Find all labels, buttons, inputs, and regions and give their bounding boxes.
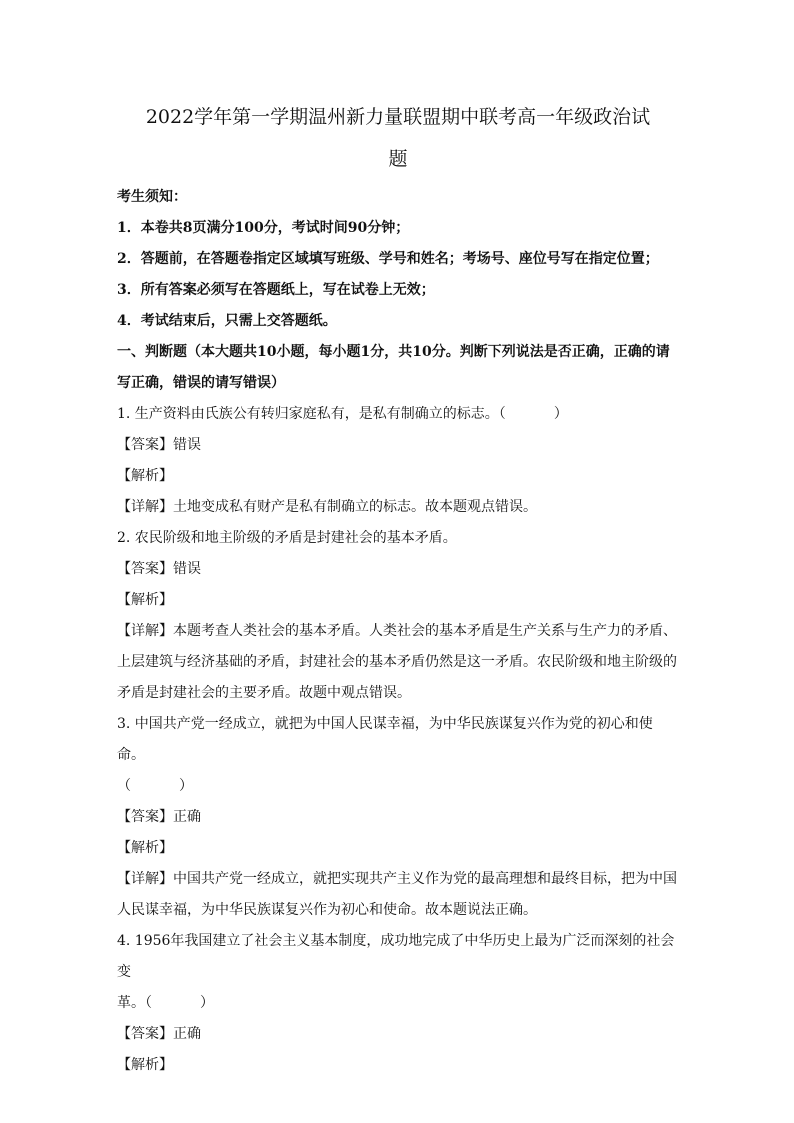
analysis-label: 【解析】 (117, 592, 173, 608)
question-blank-row (117, 771, 679, 802)
answer-value: 错误 (173, 437, 201, 453)
question-4 (117, 926, 679, 1081)
question-3 (117, 709, 679, 926)
detail-row (117, 492, 679, 523)
title-line-2: 题 (388, 148, 408, 170)
detail-label: 【详解】 (117, 499, 173, 515)
section-heading-line-1: 一、判断题（本大题共10小题，每小题1分，共10分。判断下列说法是否正确，正确的请 (117, 344, 670, 360)
detail-text: 上层建筑与经济基础的矛盾，封建社会的基本矛盾仍然是这一矛盾。农民阶级和地主阶级的 (117, 654, 677, 670)
detail-label: 【详解】 (117, 623, 173, 639)
answer-label: 【答案】 (117, 437, 173, 453)
answer-row (117, 554, 679, 585)
title-line-1: 2022学年第一学期温州新力量联盟期中联考高一年级政治试 (145, 106, 651, 128)
document-title (117, 96, 679, 180)
question-stem: 3. 中国共产党一经成立，就把为中国人民谋幸福，为中华民族谋复兴作为党的初心和使命。 (117, 716, 653, 763)
notice-item-4: 4．考试结束后，只需上交答题纸。 (117, 313, 337, 329)
answer-row (117, 1019, 679, 1050)
answer-value: 错误 (173, 561, 201, 577)
detail-row (117, 616, 679, 647)
answer-row (117, 430, 679, 461)
answer-row (117, 802, 679, 833)
question-stem-text: 1. 生产资料由氏族公有转归家庭私有，是私有制确立的标志。（ (117, 406, 506, 422)
question-1 (117, 399, 679, 523)
question-stem: 4. 1956年我国建立了社会主义基本制度，成功地完成了中华历史上最为广泛而深刻的社会变 (117, 933, 675, 980)
notice-item-1: 1．本卷共8页满分100分，考试时间90分钟； (117, 220, 410, 236)
question-stem-end: ） (553, 406, 568, 422)
detail-text: 人民谋幸福，为中华民族谋复兴作为初心和使命。故本题说法正确。 (117, 902, 537, 918)
notice-heading: 考生须知： (117, 189, 187, 205)
analysis-label: 【解析】 (117, 1057, 173, 1073)
question-stem (117, 399, 679, 430)
answer-value: 正确 (173, 1026, 201, 1042)
detail-text: 矛盾是封建社会的主要矛盾。故题中观点错误。 (117, 685, 411, 701)
analysis-label: 【解析】 (117, 468, 173, 484)
detail-text: 中国共产党一经成立，就把实现共产主义作为党的最高理想和最终目标，把为中国 (173, 871, 677, 887)
question-2 (117, 523, 679, 709)
notice-item-2: 2．答题前，在答题卷指定区域填写班级、学号和姓名；考场号、座位号写在指定位置； (117, 251, 659, 267)
paren-close: ） (200, 995, 214, 1011)
notice-block (117, 182, 679, 337)
detail-text: 本题考查人类社会的基本矛盾。人类社会的基本矛盾是生产关系与生产力的矛盾、 (173, 623, 677, 639)
question-stem-text: 革。（ (117, 995, 152, 1011)
analysis-label: 【解析】 (117, 840, 173, 856)
answer-label: 【答案】 (117, 809, 173, 825)
answer-label: 【答案】 (117, 1026, 173, 1042)
paren-open: （ (117, 778, 131, 794)
question-stem: 2. 农民阶级和地主阶级的矛盾是封建社会的基本矛盾。 (117, 530, 457, 546)
section-heading (117, 337, 679, 399)
detail-row (117, 864, 679, 895)
paren-close: ） (179, 778, 193, 794)
answer-value: 正确 (173, 809, 201, 825)
answer-label: 【答案】 (117, 561, 173, 577)
document-content (117, 96, 679, 1081)
notice-item-3: 3．所有答案必须写在答题纸上，写在试卷上无效； (117, 282, 435, 298)
question-stem-line-2 (117, 988, 679, 1019)
section-heading-line-2: 写正确，错误的请写错误） (117, 375, 285, 391)
detail-text: 土地变成私有财产是私有制确立的标志。故本题观点错误。 (173, 499, 537, 515)
detail-label: 【详解】 (117, 871, 173, 887)
